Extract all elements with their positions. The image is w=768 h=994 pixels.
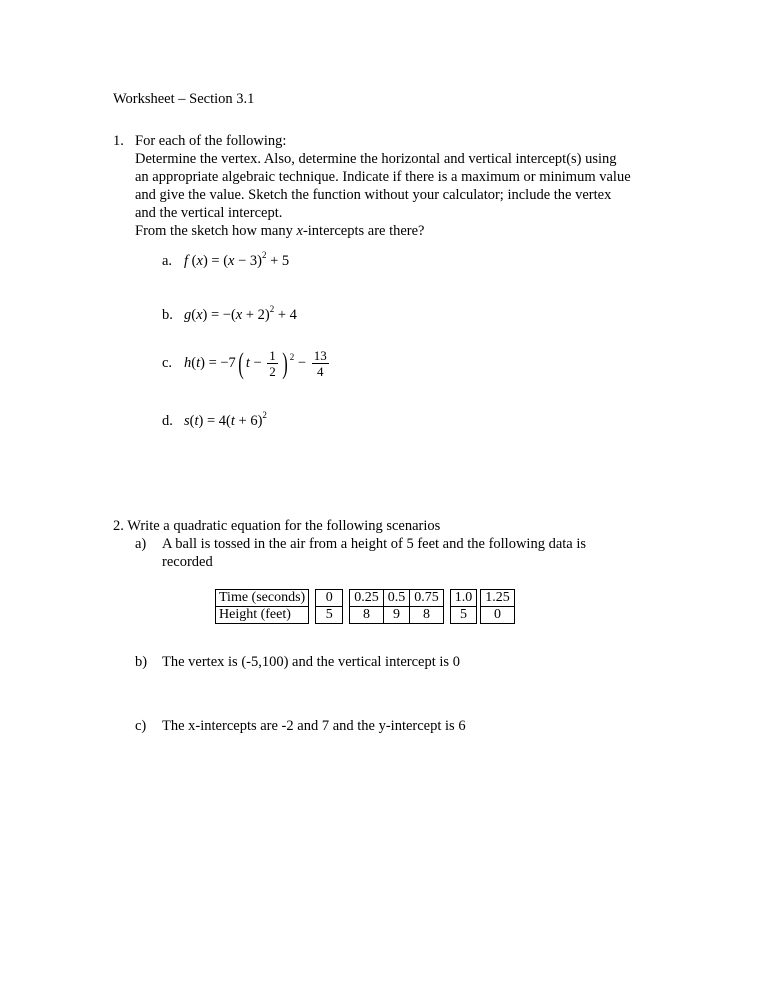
instruction-line: and give the value. Sketch the function without your calculator; include the vertex	[135, 187, 612, 203]
question-2-heading: 2. Write a quadratic equation for the following scenarios	[113, 518, 441, 534]
question-2a-text: A ball is tossed in the air from a height of 5 feet and the following data is recorded	[162, 536, 587, 570]
table-cell: 1.0	[450, 590, 477, 607]
table-cell: 0	[316, 590, 343, 607]
row-header: Height (feet)	[216, 607, 309, 624]
equation-a	[162, 252, 289, 270]
table-cell: 8	[350, 607, 384, 624]
table-cell: 8	[410, 607, 444, 624]
question-1-number: 1.	[113, 133, 124, 149]
table-cell: 5	[316, 607, 343, 624]
table-cell: 1.25	[481, 590, 515, 607]
ball-height-table	[215, 589, 515, 624]
item-label: d.	[162, 413, 173, 429]
equation-d	[162, 412, 267, 430]
row-header: Time (seconds)	[216, 590, 309, 607]
question-1-instructions	[135, 132, 695, 240]
table-cell: 9	[383, 607, 410, 624]
question-2b-label: b)	[135, 654, 148, 670]
instruction-line: From the sketch how many x-intercepts are there?	[135, 223, 425, 239]
table-row	[216, 590, 515, 607]
equation-a-expr: f $(x) = (x - 3)^2 + 5$	[184, 250, 290, 269]
equation-c	[162, 348, 331, 379]
item-label: a.	[162, 253, 173, 269]
instruction-line: For each of the following:	[135, 133, 287, 149]
question-2c-text: The x-intercepts are -2 and 7 and the y-intercept is 6	[162, 718, 466, 734]
question-2b-text: The vertex is (-5,100) and the vertical intercept is 0	[162, 654, 460, 670]
table-cell: 0.75	[410, 590, 444, 607]
table-row	[216, 607, 515, 624]
question-2a-label: a)	[135, 536, 147, 552]
item-label: b.	[162, 307, 173, 323]
instruction-line: an appropriate algebraic technique. Indicate if there is a maximum or minimum value	[135, 169, 631, 185]
table-cell: 5	[450, 607, 477, 624]
equation-d-expr: $s(t) = 4(t + 6)^2$	[184, 410, 267, 429]
item-label: c.	[162, 354, 173, 371]
instruction-line: Determine the vertex. Also, determine the horizontal and vertical intercept(s) using	[135, 151, 617, 167]
instruction-line: and the vertical intercept.	[135, 205, 283, 221]
worksheet-title: Worksheet – Section 3.1	[113, 91, 255, 107]
table-cell: 0	[481, 607, 515, 624]
equation-b-expr: $g(x) = -(x + 2)^2 + 4$	[184, 304, 297, 323]
table-cell: 0.25	[350, 590, 384, 607]
equation-c-expr: h(t) = −7( t − $\frac{1}{2}$ ) $^2$ − $\frac{13}{4}$	[184, 346, 327, 380]
question-2c-label: c)	[135, 718, 147, 734]
table-cell: 0.5	[383, 590, 410, 607]
equation-b	[162, 306, 297, 324]
